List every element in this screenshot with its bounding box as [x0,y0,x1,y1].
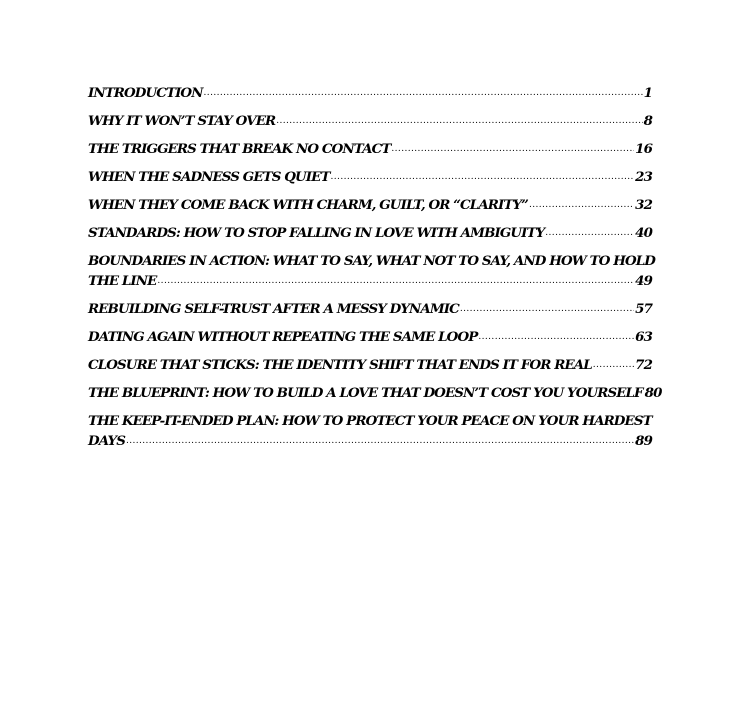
dot-leader [460,303,634,315]
dot-leader [391,143,634,155]
toc-entry-page: 63 [635,329,652,345]
toc-entry-title-line1: THE KEEP-IT-ENDED PLAN: HOW TO PROTECT YOUR PEACE ON YOUR HARDEST [88,413,652,429]
toc-entry-title-line2: DAYS [88,433,125,449]
dot-leader [126,435,634,447]
toc-entry-triggers[interactable] [88,140,652,158]
toc-entry-page: 40 [635,225,652,241]
toc-entry-keep-it-ended-plan[interactable] [88,412,652,450]
toc-entry-title: DATING AGAIN WITHOUT REPEATING THE SAME LOOP [88,329,478,345]
toc-entry-page: 57 [635,301,652,317]
toc-entry-page: 32 [635,197,652,213]
toc-entry-page: 89 [635,433,652,449]
toc-entry-page: 23 [635,169,652,185]
toc-entry-page: 49 [635,273,652,289]
dot-leader [276,115,642,127]
dot-leader [204,87,643,99]
toc-entry-sadness-gets-quiet[interactable] [88,168,652,186]
toc-entry-page: 8 [643,113,652,129]
toc-entry-title: THE BLUEPRINT: HOW TO BUILD A LOVE THAT DOESN’T COST YOU YOURSELF [88,385,643,401]
dot-leader [331,171,635,183]
toc-entry-introduction[interactable] [88,84,652,102]
toc-entry-dating-again[interactable] [88,328,652,346]
toc-entry-boundaries-in-action[interactable] [88,252,655,290]
dot-leader [529,199,634,211]
toc-entry-title: WHY IT WON’T STAY OVER [88,113,276,129]
table-of-contents [88,84,662,460]
toc-entry-page: 1 [643,85,652,101]
dot-leader [545,227,634,239]
toc-entry-standards[interactable] [88,224,652,242]
toc-entry-title: WHEN THEY COME BACK WITH CHARM, GUILT, OR “CLARITY” [88,197,528,213]
toc-entry-come-back-with-charm[interactable] [88,196,652,214]
dot-leader [478,331,634,343]
toc-entry-title-line1: BOUNDARIES IN ACTION: WHAT TO SAY, WHAT NOT TO SAY, AND HOW TO HOLD [88,253,655,269]
toc-entry-closure-that-sticks[interactable] [88,356,652,374]
toc-entry-page: 72 [635,357,652,373]
toc-entry-title: WHEN THE SADNESS GETS QUIET [88,169,330,185]
toc-entry-title: STANDARDS: HOW TO STOP FALLING IN LOVE WITH AMBIGUITY [88,225,545,241]
toc-entry-rebuilding-self-trust[interactable] [88,300,652,318]
toc-entry-page: 80 [644,385,662,401]
dot-leader [157,275,634,287]
toc-entry-blueprint[interactable] [88,384,662,402]
toc-entry-page: 16 [635,141,652,157]
toc-entry-title: REBUILDING SELF-TRUST AFTER A MESSY DYNAMIC [88,301,459,317]
toc-entry-title: INTRODUCTION [88,85,203,101]
toc-entry-why-it-wont-stay-over[interactable] [88,112,652,130]
toc-entry-title: CLOSURE THAT STICKS: THE IDENTITY SHIFT THAT ENDS IT FOR REAL [88,357,592,373]
toc-entry-title-line2: THE LINE [88,273,157,289]
toc-entry-title: THE TRIGGERS THAT BREAK NO CONTACT [88,141,391,157]
dot-leader [593,359,634,371]
